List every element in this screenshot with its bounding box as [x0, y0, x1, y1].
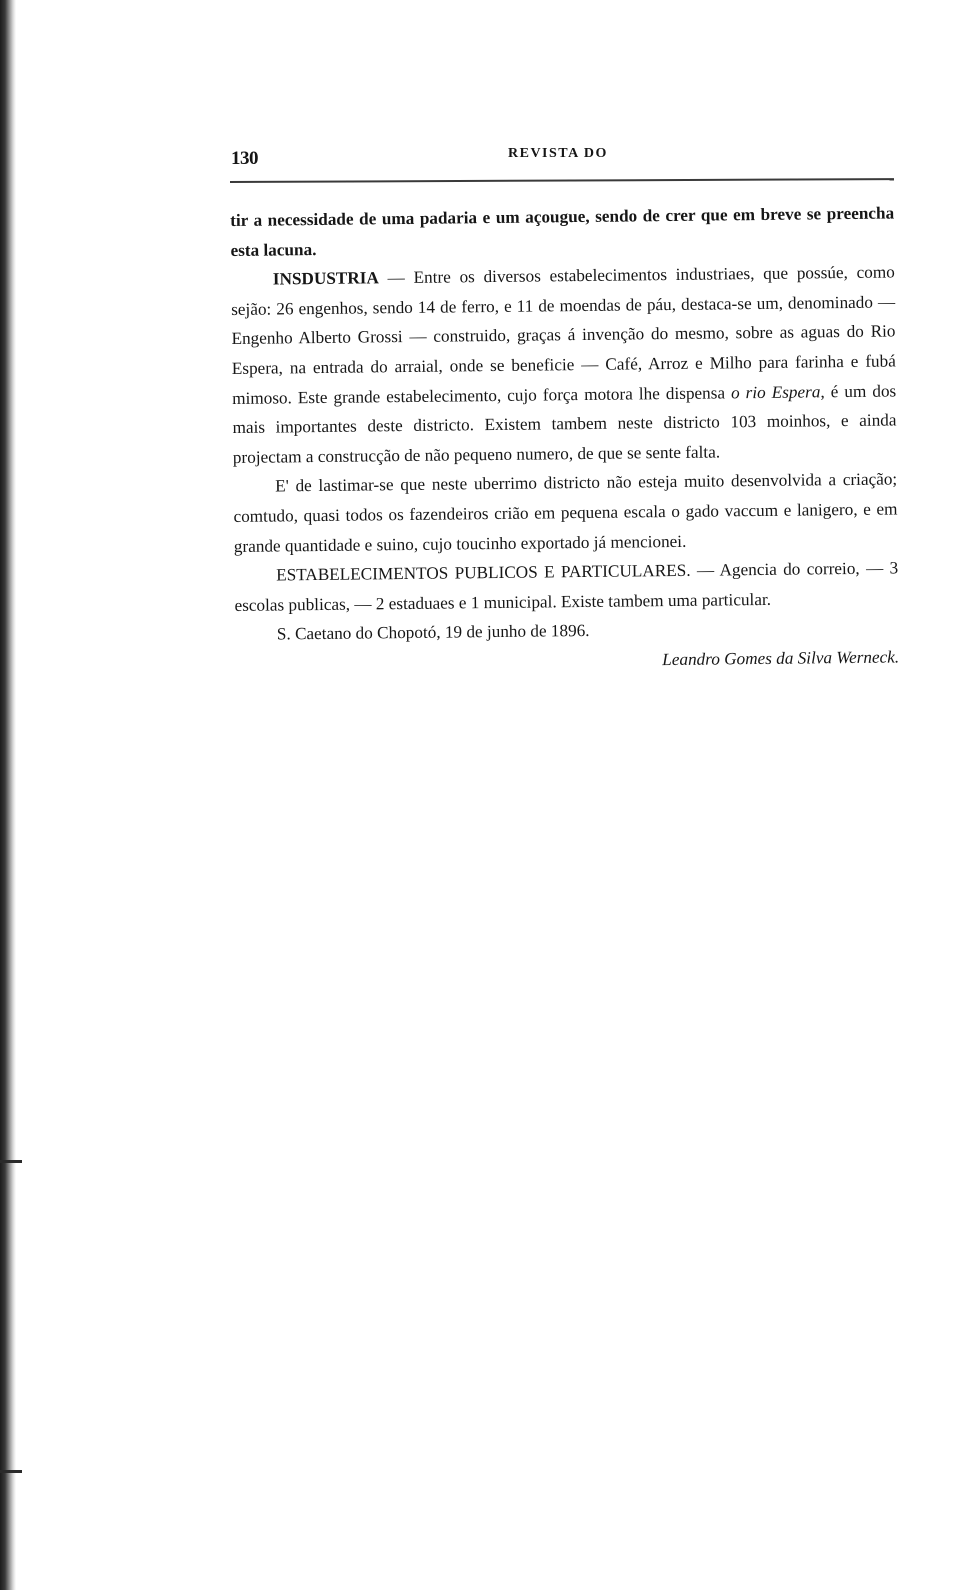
printed-page: [230, 140, 900, 670]
article-body: [230, 198, 899, 679]
header-rule: [230, 178, 894, 183]
page-number: 130: [231, 148, 258, 169]
spine-mark: [0, 1470, 22, 1473]
spine-mark: [0, 1160, 22, 1163]
running-header: [230, 140, 894, 176]
running-title: REVISTA DO: [508, 146, 608, 161]
paragraph-industria: [231, 258, 897, 473]
paragraph-continuation: [230, 198, 895, 265]
paragraph-text: — Agencia do correio, — 3 escolas publicas, — 2 estaduaes e 1 municipal. Existe tambem uma particular.: [234, 558, 899, 615]
author-signature: Leandro Gomes da Silva Werneck.: [662, 647, 900, 670]
paragraph-text: — Entre os diversos estabelecimentos industriaes, que possúe, como sejão: 26 engenhos, sendo 14 de ferro, e 11 de moendas de páu, destaca-se um, denominado — Engenho Alberto Grossi — construido, graças á invenção do mesmo, sobre as aguas do Rio Espera, na entrada do arraial, onde se beneficie — Café, Arroz e Milho para farinha e fubá mimoso. Este grande estabelecimento, cujo força motora lhe dispensa: [231, 262, 896, 408]
italic-phrase: o rio Espera: [730, 381, 821, 402]
section-heading-industria: INSDUSTRIA: [272, 268, 379, 289]
paragraph-text: E' de lastimar-se que neste uberrimo districto não esteja muito desenvolvida a criação; comtudo, quasi todos os fazendeiros crião em pequena escala o gado vaccum e lanigero, e em grande quantidade e suino, cujo toucinho exportado já mencionei.: [233, 469, 898, 556]
paragraph-criacao: [233, 465, 898, 561]
paragraph-text: tir a necessidade de uma padaria e um açougue, sendo de crer que em breve se preencha esta lacuna.: [230, 203, 895, 260]
paragraph-text: , é um dos mais importantes deste districto. Existem tambem neste districto 103 moinhos, e ainda projectam a construcção de não pequeno numero, de que se sente falta.: [232, 381, 897, 467]
book-spine-shadow: [0, 0, 16, 1590]
paragraph-estabelecimentos: [234, 554, 899, 621]
section-heading-estabelecimentos: ESTABELECIMENTOS PUBLICOS E PARTICULARES.: [276, 560, 691, 585]
dateline: S. Caetano do Chopotó, 19 de junho de 1896.: [276, 621, 590, 644]
